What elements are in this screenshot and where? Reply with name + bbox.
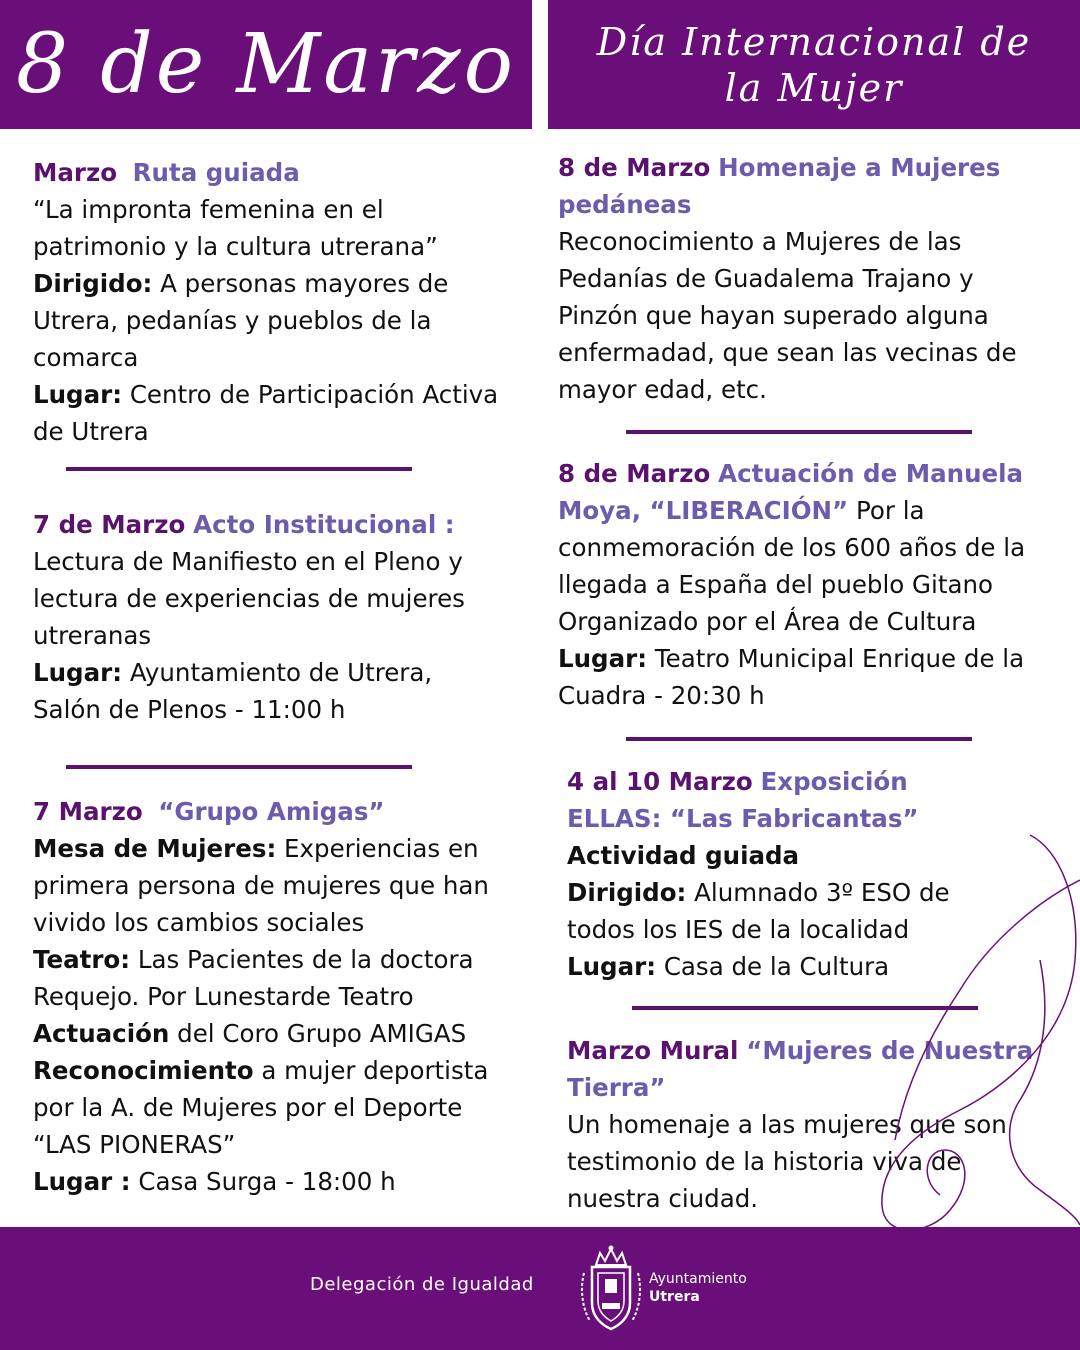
mesa-label: Mesa de Mujeres: — [33, 834, 277, 863]
reconocimiento-value: a mujer deportista por la A. de Mujeres por el Deporte “LAS PIONERAS” — [33, 1056, 489, 1159]
actuacion-label: Actuación — [33, 1019, 170, 1048]
footer-organization — [649, 1270, 747, 1306]
page-title: 8 de Marzo — [16, 17, 516, 112]
dirigido-value: A personas mayores de Utrera, pedanías y pueblos de la comarca — [33, 269, 449, 372]
subtitle-line-2: la Mujer — [724, 65, 904, 110]
lugar-value: Casa Surga - 18:00 h — [138, 1167, 396, 1196]
event-date: 4 al 10 Marzo — [567, 767, 753, 796]
subtitle-line-1: Día Internacional de — [596, 19, 1032, 64]
actividad-label: Actividad guiada — [567, 841, 800, 870]
header-right-banner — [548, 0, 1080, 129]
lugar-label: Lugar: — [558, 644, 648, 673]
event-title: Homenaje a Mujeres pedáneas — [558, 153, 1001, 219]
dirigido-value: Alumnado 3º ESO de todos los IES de la localidad — [567, 878, 950, 944]
event-ruta-guiada — [33, 154, 503, 450]
event-title: Acto Institucional : — [193, 510, 455, 539]
dirigido-label: Dirigido: — [33, 269, 153, 298]
lugar-label: Lugar: — [33, 658, 123, 687]
divider — [66, 467, 412, 471]
dirigido-label: Dirigido: — [567, 878, 687, 907]
event-description: Un homenaje a las mujeres que son testimonio de la historia viva de nuestra ciudad. — [567, 1110, 1007, 1213]
org-line-2: Utrera — [649, 1289, 700, 1305]
event-title: Actuación de Manuela Moya, “LIBERACIÓN” — [558, 459, 1024, 525]
lugar-label: Lugar : — [33, 1167, 131, 1196]
event-actuacion-manuela-moya — [558, 455, 1038, 714]
event-exposicion-ellas — [567, 763, 1007, 985]
event-description: Lectura de Manifiesto en el Pleno y lectura de experiencias de mujeres utreranas — [33, 547, 465, 650]
page-subtitle — [597, 19, 1031, 111]
lugar-value: Casa de la Cultura — [663, 952, 890, 981]
divider — [632, 1006, 978, 1010]
event-date: Marzo Mural — [567, 1036, 739, 1065]
lugar-value: Ayuntamiento de Utrera, Salón de Plenos - 11:00 h — [33, 658, 433, 724]
mesa-value: Experiencias en primera persona de mujeres que han vivido los cambios sociales — [33, 834, 489, 937]
event-grupo-amigas — [33, 793, 503, 1200]
event-description: Por la conmemoración de los 600 años de la llegada a España del pueblo Gitano Organizado por el Área de Cultura — [558, 496, 1026, 636]
footer — [0, 1227, 1080, 1350]
divider — [66, 765, 412, 769]
teatro-label: Teatro: — [33, 945, 131, 974]
lugar-value: Centro de Participación Activa de Utrera — [33, 380, 499, 446]
lugar-label: Lugar: — [567, 952, 657, 981]
event-date: 8 de Marzo — [558, 153, 711, 182]
event-mural — [567, 1032, 1037, 1217]
reconocimiento-label: Reconocimiento — [33, 1056, 254, 1085]
teatro-value: Las Pacientes de la doctora Requejo. Por Lunestarde Teatro — [33, 945, 474, 1011]
event-title: “Mujeres de Nuestra Tierra” — [567, 1036, 1034, 1102]
footer-delegation: Delegación de Igualdad — [310, 1274, 534, 1295]
divider — [626, 737, 972, 741]
divider — [626, 430, 972, 434]
event-date: 7 de Marzo — [33, 510, 186, 539]
event-homenaje-pedaneas — [558, 149, 1038, 408]
org-line-1: Ayuntamiento — [649, 1271, 747, 1287]
event-title: Exposición ELLAS: “Las Fabricantas” — [567, 767, 919, 833]
event-date: 7 Marzo — [33, 797, 143, 826]
event-title: Ruta guiada — [132, 158, 300, 187]
event-acto-institucional — [33, 506, 503, 728]
utrera-crest-icon — [580, 1243, 642, 1333]
actuacion-value: del Coro Grupo AMIGAS — [177, 1019, 467, 1048]
event-description: “La impronta femenina en el patrimonio y la cultura utrerana” — [33, 195, 438, 261]
event-date: 8 de Marzo — [558, 459, 711, 488]
event-date: Marzo — [33, 158, 118, 187]
lugar-label: Lugar: — [33, 380, 123, 409]
event-description: Reconocimiento a Mujeres de las Pedanías de Guadalema Trajano y Pinzón que hayan superado alguna enfermadad, que sean las vecinas de mayor edad, etc. — [558, 227, 1017, 404]
lugar-value: Teatro Municipal Enrique de la Cuadra - 20:30 h — [558, 644, 1025, 710]
header-left-banner — [0, 0, 532, 129]
event-title: “Grupo Amigas” — [158, 797, 385, 826]
